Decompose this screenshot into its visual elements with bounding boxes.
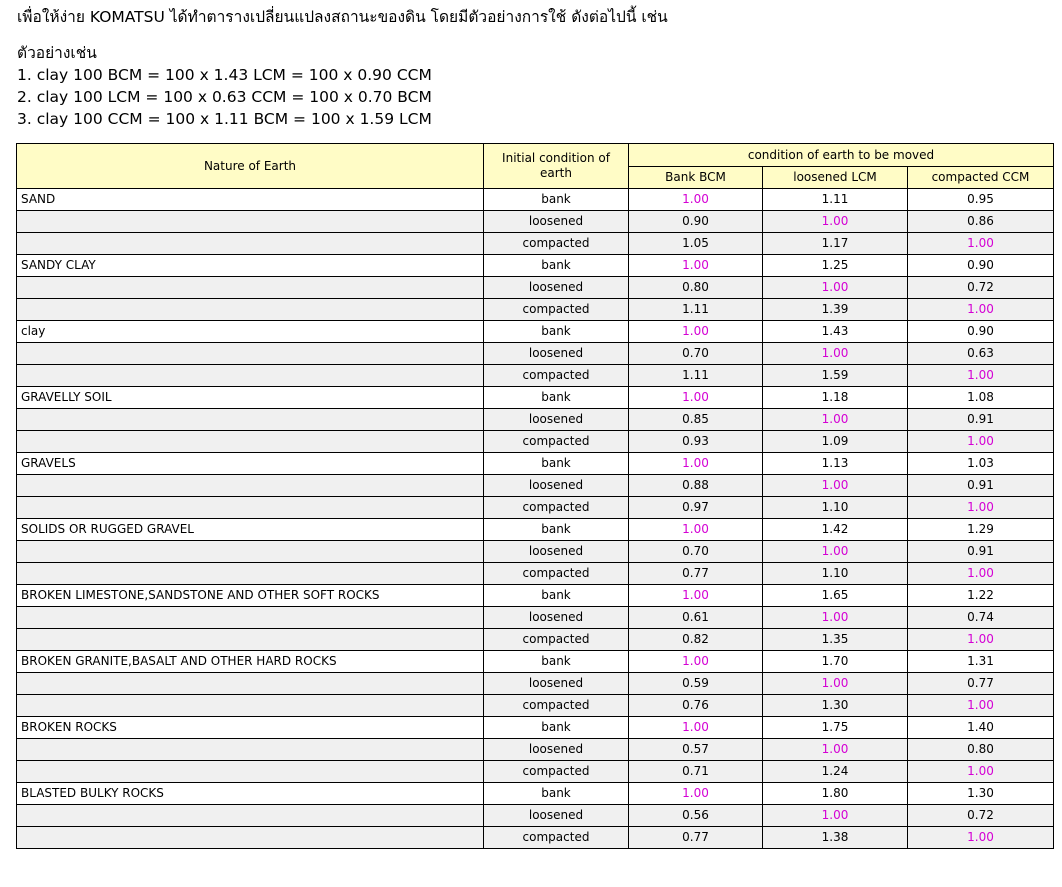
initial-condition-cell: loosened (484, 211, 629, 233)
initial-condition-cell: loosened (484, 805, 629, 827)
bank-value-cell: 0.56 (629, 805, 763, 827)
initial-condition-cell: bank (484, 321, 629, 343)
loosened-value-cell: 1.00 (763, 277, 908, 299)
header-loosened-lcm: loosened LCM (763, 167, 908, 189)
bank-value-cell: 0.61 (629, 607, 763, 629)
loosened-value-cell: 1.30 (763, 695, 908, 717)
initial-condition-cell: compacted (484, 695, 629, 717)
example-line: 1. clay 100 BCM = 100 x 1.43 LCM = 100 x 0.90 CCM (17, 66, 432, 84)
initial-condition-cell: compacted (484, 827, 629, 849)
bank-value-cell: 0.57 (629, 739, 763, 761)
compacted-value-cell: 1.00 (908, 827, 1054, 849)
bank-value-cell: 1.00 (629, 255, 763, 277)
material-name: BROKEN LIMESTONE,SANDSTONE AND OTHER SOFT ROCKS (17, 585, 484, 607)
material-name-empty (17, 541, 484, 563)
loosened-value-cell: 1.00 (763, 673, 908, 695)
material-name-empty (17, 475, 484, 497)
material-name-empty (17, 563, 484, 585)
material-name-empty (17, 299, 484, 321)
example-line: 3. clay 100 CCM = 100 x 1.11 BCM = 100 x 1.59 LCM (17, 110, 432, 128)
initial-condition-cell: bank (484, 519, 629, 541)
material-name-empty (17, 431, 484, 453)
bank-value-cell: 0.70 (629, 343, 763, 365)
compacted-value-cell: 0.91 (908, 541, 1054, 563)
compacted-value-cell: 1.30 (908, 783, 1054, 805)
initial-condition-cell: loosened (484, 409, 629, 431)
table-row (17, 211, 1054, 233)
compacted-value-cell: 0.91 (908, 409, 1054, 431)
bank-value-cell: 1.05 (629, 233, 763, 255)
material-name: BLASTED BULKY ROCKS (17, 783, 484, 805)
initial-condition-cell: bank (484, 453, 629, 475)
initial-condition-cell: loosened (484, 343, 629, 365)
table-row (17, 497, 1054, 519)
bank-value-cell: 0.88 (629, 475, 763, 497)
table-row (17, 277, 1054, 299)
table-row (17, 453, 1054, 475)
material-name: BROKEN ROCKS (17, 717, 484, 739)
loosened-value-cell: 1.00 (763, 409, 908, 431)
material-name-empty (17, 695, 484, 717)
bank-value-cell: 0.70 (629, 541, 763, 563)
loosened-value-cell: 1.00 (763, 211, 908, 233)
loosened-value-cell: 1.38 (763, 827, 908, 849)
header-compacted-ccm: compacted CCM (908, 167, 1054, 189)
material-name: BROKEN GRANITE,BASALT AND OTHER HARD ROCKS (17, 651, 484, 673)
loosened-value-cell: 1.11 (763, 189, 908, 211)
table-row (17, 739, 1054, 761)
material-name-empty (17, 827, 484, 849)
bank-value-cell: 1.00 (629, 783, 763, 805)
material-name-empty (17, 673, 484, 695)
compacted-value-cell: 1.00 (908, 695, 1054, 717)
bank-value-cell: 0.80 (629, 277, 763, 299)
bank-value-cell: 0.59 (629, 673, 763, 695)
compacted-value-cell: 0.72 (908, 277, 1054, 299)
material-name-empty (17, 761, 484, 783)
table-row (17, 431, 1054, 453)
compacted-value-cell: 0.72 (908, 805, 1054, 827)
loosened-value-cell: 1.65 (763, 585, 908, 607)
table-row (17, 233, 1054, 255)
material-name-empty (17, 739, 484, 761)
material-name-empty (17, 277, 484, 299)
initial-condition-cell: compacted (484, 431, 629, 453)
bank-value-cell: 0.85 (629, 409, 763, 431)
compacted-value-cell: 1.00 (908, 233, 1054, 255)
bank-value-cell: 0.77 (629, 827, 763, 849)
compacted-value-cell: 0.90 (908, 321, 1054, 343)
loosened-value-cell: 1.35 (763, 629, 908, 651)
table-row (17, 607, 1054, 629)
initial-condition-cell: loosened (484, 673, 629, 695)
material-name-empty (17, 805, 484, 827)
intro-gap (17, 28, 668, 42)
initial-condition-cell: compacted (484, 497, 629, 519)
example-line: 2. clay 100 LCM = 100 x 0.63 CCM = 100 x 0.70 BCM (17, 88, 432, 106)
table-row (17, 717, 1054, 739)
compacted-value-cell: 1.08 (908, 387, 1054, 409)
table-row (17, 541, 1054, 563)
loosened-value-cell: 1.00 (763, 541, 908, 563)
loosened-value-cell: 1.17 (763, 233, 908, 255)
table-row (17, 189, 1054, 211)
compacted-value-cell: 1.00 (908, 497, 1054, 519)
bank-value-cell: 1.11 (629, 365, 763, 387)
initial-condition-cell: loosened (484, 739, 629, 761)
initial-condition-cell: bank (484, 255, 629, 277)
compacted-value-cell: 1.40 (908, 717, 1054, 739)
material-name-empty (17, 497, 484, 519)
material-name-empty (17, 607, 484, 629)
table-row (17, 519, 1054, 541)
table-row (17, 409, 1054, 431)
loosened-value-cell: 1.75 (763, 717, 908, 739)
table-row (17, 673, 1054, 695)
compacted-value-cell: 1.29 (908, 519, 1054, 541)
compacted-value-cell: 0.95 (908, 189, 1054, 211)
material-name: SAND (17, 189, 484, 211)
loosened-value-cell: 1.00 (763, 475, 908, 497)
loosened-value-cell: 1.10 (763, 497, 908, 519)
bank-value-cell: 0.97 (629, 497, 763, 519)
header-nature-of-earth: Nature of Earth (17, 144, 484, 189)
loosened-value-cell: 1.00 (763, 739, 908, 761)
table-row (17, 365, 1054, 387)
initial-condition-cell: bank (484, 585, 629, 607)
compacted-value-cell: 0.90 (908, 255, 1054, 277)
table-row (17, 343, 1054, 365)
compacted-value-cell: 1.00 (908, 299, 1054, 321)
compacted-value-cell: 0.77 (908, 673, 1054, 695)
loosened-value-cell: 1.18 (763, 387, 908, 409)
bank-value-cell: 1.00 (629, 387, 763, 409)
header-initial-condition: Initial condition of earth (484, 144, 629, 189)
table-row (17, 321, 1054, 343)
compacted-value-cell: 1.31 (908, 651, 1054, 673)
bank-value-cell: 0.82 (629, 629, 763, 651)
header-condition-moved: condition of earth to be moved (629, 144, 1054, 167)
table-row (17, 651, 1054, 673)
material-name: GRAVELS (17, 453, 484, 475)
table-row (17, 299, 1054, 321)
initial-condition-cell: compacted (484, 761, 629, 783)
table-row (17, 805, 1054, 827)
compacted-value-cell: 0.63 (908, 343, 1054, 365)
initial-condition-cell: bank (484, 783, 629, 805)
loosened-value-cell: 1.10 (763, 563, 908, 585)
bank-value-cell: 1.00 (629, 519, 763, 541)
loosened-value-cell: 1.70 (763, 651, 908, 673)
bank-value-cell: 0.76 (629, 695, 763, 717)
compacted-value-cell: 1.00 (908, 629, 1054, 651)
bank-value-cell: 1.00 (629, 717, 763, 739)
material-name-empty (17, 409, 484, 431)
material-name: GRAVELLY SOIL (17, 387, 484, 409)
bank-value-cell: 1.00 (629, 585, 763, 607)
material-name-empty (17, 211, 484, 233)
initial-condition-cell: loosened (484, 607, 629, 629)
loosened-value-cell: 1.13 (763, 453, 908, 475)
material-name-empty (17, 629, 484, 651)
table-row (17, 761, 1054, 783)
table-row (17, 387, 1054, 409)
compacted-value-cell: 0.80 (908, 739, 1054, 761)
initial-condition-cell: compacted (484, 233, 629, 255)
loosened-value-cell: 1.00 (763, 607, 908, 629)
compacted-value-cell: 0.91 (908, 475, 1054, 497)
loosened-value-cell: 1.00 (763, 805, 908, 827)
bank-value-cell: 1.00 (629, 651, 763, 673)
material-name: SOLIDS OR RUGGED GRAVEL (17, 519, 484, 541)
initial-condition-cell: compacted (484, 563, 629, 585)
initial-condition-cell: compacted (484, 629, 629, 651)
bank-value-cell: 0.93 (629, 431, 763, 453)
swell-factor-table (16, 143, 1054, 849)
table-row (17, 255, 1054, 277)
loosened-value-cell: 1.43 (763, 321, 908, 343)
bank-value-cell: 0.77 (629, 563, 763, 585)
initial-condition-cell: bank (484, 189, 629, 211)
compacted-value-cell: 1.00 (908, 563, 1054, 585)
loosened-value-cell: 1.09 (763, 431, 908, 453)
table-row (17, 695, 1054, 717)
intro-text (17, 6, 668, 130)
initial-condition-cell: loosened (484, 475, 629, 497)
loosened-value-cell: 1.25 (763, 255, 908, 277)
compacted-value-cell: 1.00 (908, 365, 1054, 387)
table-row (17, 629, 1054, 651)
material-name: SANDY CLAY (17, 255, 484, 277)
bank-value-cell: 0.90 (629, 211, 763, 233)
material-name-empty (17, 233, 484, 255)
table-row (17, 827, 1054, 849)
table-row (17, 585, 1054, 607)
compacted-value-cell: 1.03 (908, 453, 1054, 475)
loosened-value-cell: 1.39 (763, 299, 908, 321)
compacted-value-cell: 0.86 (908, 211, 1054, 233)
compacted-value-cell: 1.00 (908, 431, 1054, 453)
initial-condition-cell: compacted (484, 299, 629, 321)
table-row (17, 563, 1054, 585)
material-name: clay (17, 321, 484, 343)
bank-value-cell: 1.11 (629, 299, 763, 321)
bank-value-cell: 0.71 (629, 761, 763, 783)
material-name-empty (17, 343, 484, 365)
loosened-value-cell: 1.80 (763, 783, 908, 805)
loosened-value-cell: 1.59 (763, 365, 908, 387)
initial-condition-cell: compacted (484, 365, 629, 387)
compacted-value-cell: 1.22 (908, 585, 1054, 607)
loosened-value-cell: 1.00 (763, 343, 908, 365)
material-name-empty (17, 365, 484, 387)
loosened-value-cell: 1.24 (763, 761, 908, 783)
example-title: ตัวอย่างเช่น (17, 44, 97, 62)
initial-condition-cell: bank (484, 651, 629, 673)
compacted-value-cell: 0.74 (908, 607, 1054, 629)
header-bank-bcm: Bank BCM (629, 167, 763, 189)
compacted-value-cell: 1.00 (908, 761, 1054, 783)
initial-condition-cell: loosened (484, 277, 629, 299)
initial-condition-cell: bank (484, 387, 629, 409)
intro-heading: เพื่อให้ง่าย KOMATSU ได้ทำตารางเปลี่ยนแปลงสถานะของดิน โดยมีตัวอย่างการใช้ ดังต่อไปนี้ เช่น (17, 8, 668, 26)
bank-value-cell: 1.00 (629, 321, 763, 343)
bank-value-cell: 1.00 (629, 189, 763, 211)
bank-value-cell: 1.00 (629, 453, 763, 475)
loosened-value-cell: 1.42 (763, 519, 908, 541)
table-body (17, 189, 1054, 849)
table-row (17, 783, 1054, 805)
initial-condition-cell: loosened (484, 541, 629, 563)
table-row (17, 475, 1054, 497)
initial-condition-cell: bank (484, 717, 629, 739)
